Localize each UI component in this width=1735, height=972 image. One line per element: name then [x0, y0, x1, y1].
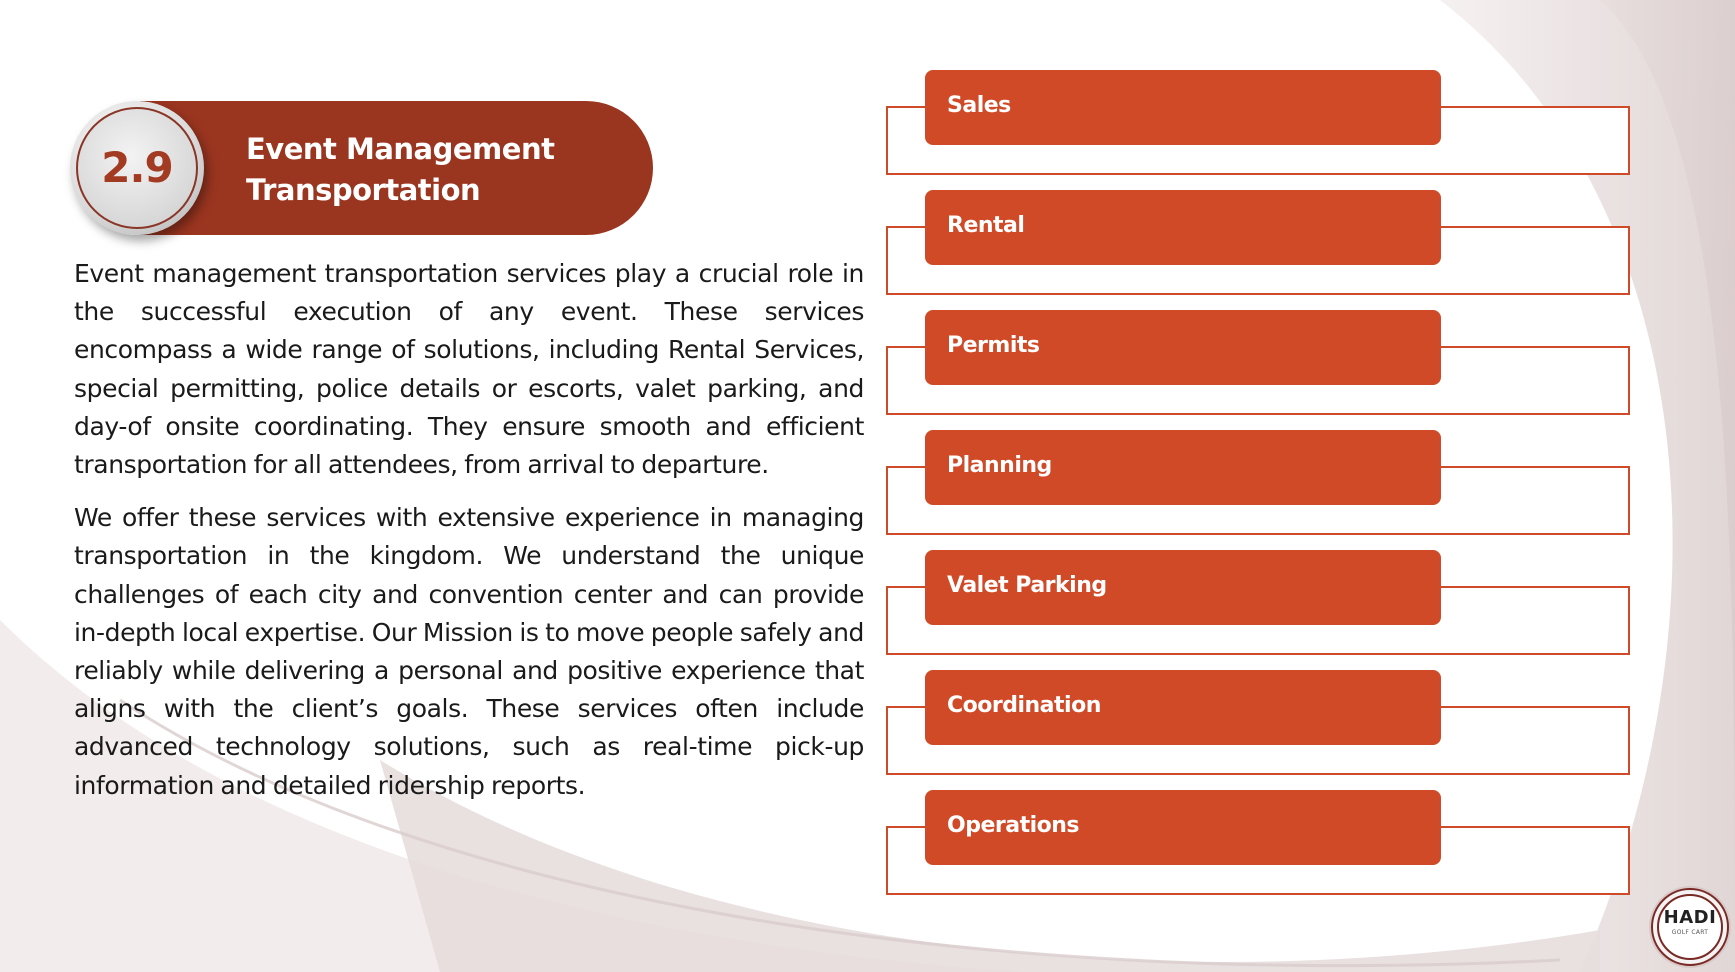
- service-label: Coordination: [947, 693, 1101, 718]
- services-list: [886, 68, 1630, 898]
- service-item-planning: [886, 428, 1630, 535]
- service-box: [925, 70, 1441, 145]
- service-item-sales: [886, 68, 1630, 175]
- service-item-valet-parking: [886, 548, 1630, 655]
- hadi-logo: [1651, 888, 1729, 966]
- service-box: [925, 670, 1441, 745]
- service-label: Planning: [947, 453, 1052, 478]
- service-label: Permits: [947, 333, 1040, 358]
- logo-tagline: GOLF CART: [1671, 929, 1709, 936]
- service-box: [925, 550, 1441, 625]
- service-box: [925, 190, 1441, 265]
- service-item-rental: [886, 188, 1630, 295]
- service-label: Operations: [947, 813, 1079, 838]
- service-label: Rental: [947, 213, 1025, 238]
- section-title-line2: Transportation: [246, 173, 481, 207]
- service-item-coordination: [886, 668, 1630, 775]
- body-paragraph-1: Event management transportation services play a crucial role in the successful execution of any event. These services encompass a wide range of solutions, including Rental Services, special permitting, police details or escorts, valet parking, and day-of onsite coordinating. They ensure smooth and efficient transportation for all attendees, from arrival to departure.: [74, 259, 864, 480]
- service-box: [925, 430, 1441, 505]
- body-paragraph-2: We offer these services with extensive experience in managing transportation in the kingdom. We understand the unique challenges of each city and convention center and can provide in-depth local expertise. Our Mission is to move people safely and reliably while delivering a personal and positive experience that aligns with the client’s goals. These services often include advanced technology solutions, such as real-time pick-up information and detailed ridership reports.: [74, 503, 864, 800]
- service-label: Sales: [947, 93, 1011, 118]
- section-number-badge: [70, 101, 204, 235]
- service-item-operations: [886, 788, 1630, 895]
- body-text: [74, 255, 864, 820]
- section-title: [246, 129, 576, 211]
- service-box: [925, 790, 1441, 865]
- service-item-permits: [886, 308, 1630, 415]
- service-box: [925, 310, 1441, 385]
- logo-name: HADI: [1663, 907, 1717, 928]
- section-number: 2.9: [101, 143, 173, 192]
- section-title-line1: Event Management: [246, 132, 555, 166]
- section-header: [70, 101, 653, 235]
- service-label: Valet Parking: [947, 573, 1107, 598]
